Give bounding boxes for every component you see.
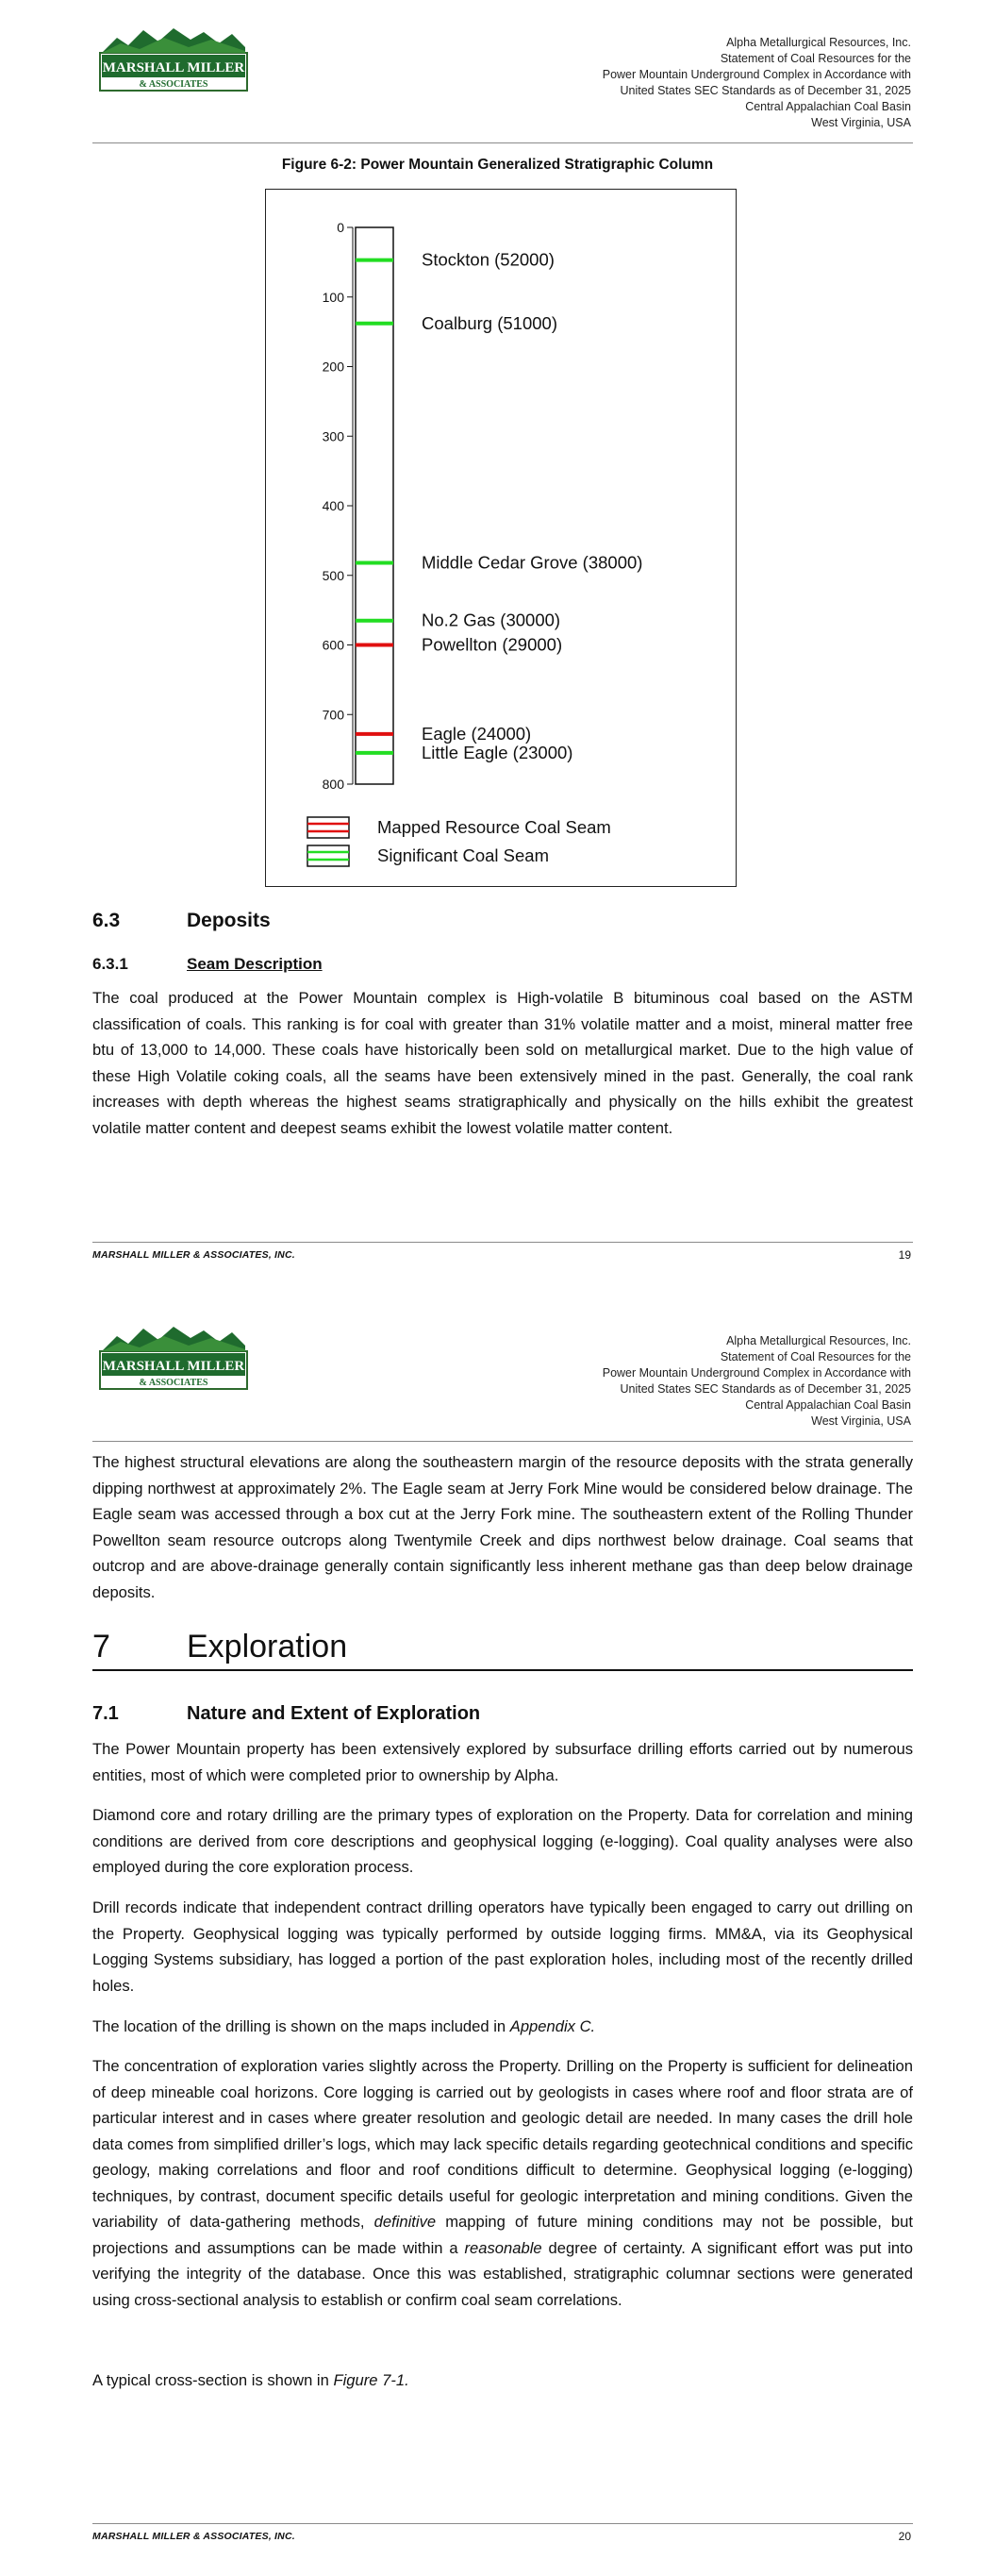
svg-text:MARSHALL MILLER: MARSHALL MILLER: [102, 1359, 245, 1374]
header-line: Statement of Coal Resources for the: [720, 1350, 911, 1363]
chapter-heading-7: [92, 1629, 913, 1671]
section-heading-6-3: [92, 910, 271, 932]
depth-tick-label: 700: [322, 707, 344, 723]
marshall-miller-logo: [98, 25, 249, 92]
seam-description-paragraph: The coal produced at the Power Mountain complex is High-volatile B bituminous coal based on the ASTM classification of coals. This ranking is for coal with greater than 31% volatile matter and a moist, mineral matter free btu of 13,000 to 14,000. These coals have historically been sold on metallurgical market. Due to the high value of these High Volatile coking coals, all the seams have been extensively mined in the past. Generally, the coal rank increases with depth whereas the highest seams stratigraphically and physically on the hills exhibit the greatest volatile matter content and deepest seams exhibit the lowest volatile matter content.: [92, 989, 913, 1137]
subsection-title: Seam Description: [187, 955, 323, 973]
header-line: Central Appalachian Coal Basin: [745, 1398, 911, 1412]
footer-company: MARSHALL MILLER & ASSOCIATES, INC.: [92, 2531, 295, 2542]
appendix-reference: Appendix C.: [509, 2017, 596, 2035]
stratigraphic-column-figure: [265, 189, 737, 887]
header-line: Alpha Metallurgical Resources, Inc.: [726, 36, 911, 49]
paragraph-text: The concentration of exploration varies slightly across the Property. Drilling on the Property is sufficient for delineation of deep mineable coal horizons. Core logging is carried out by geologists in cases where roof and floor strata are of particular interest and in cases where greater resolution and geologic detail are needed. In many cases the drill hole data comes from simplified driller’s logs, which may lack specific details regarding geotechnical conditions and specific geology, making correlations and floor and roof conditions difficult to determine. Geophysical logging (e-logging) techniques, by contrast, document specific details useful for geologic interpretation and mining conditions. Given the variability of data-gathering methods,: [92, 2057, 913, 2231]
exploration-paragraph-2: Diamond core and rotary drilling are the primary types of exploration on the Property. Data for correlation and mining conditions are derived from core descriptions and geophysical logging (e-logging). Coal quality analyses were also employed during the core exploration process.: [92, 1806, 913, 1876]
depth-tick-label: 100: [322, 289, 344, 305]
seam-label: Coalburg (51000): [422, 312, 557, 333]
header-line: Power Mountain Underground Complex in Accordance with: [602, 68, 911, 81]
footer-divider: [92, 2523, 913, 2524]
exploration-paragraph-3: Drill records indicate that independent contract drilling operators have typically been engaged to carry out drilling on the Property. Geophysical logging was typically performed by outside logging firms. MM&A, via its Geophysical Logging Systems subsidiary, has logged a portion of the past exploration holes, including most of the recently drilled holes.: [92, 1899, 913, 1995]
exploration-paragraph-1: The Power Mountain property has been extensively explored by subsurface drilling efforts carried out by numerous entities, most of which were completed prior to ownership by Alpha.: [92, 1740, 913, 1784]
footer-divider: [92, 1242, 913, 1243]
report-header: [421, 35, 911, 131]
depth-tick-label: 400: [322, 498, 344, 513]
chapter-number: 7: [92, 1629, 110, 1664]
structural-elevation-paragraph: The highest structural elevations are along the southeastern margin of the resource deposits with the strata generally dipping northwest at approximately 2%. The Eagle seam at Jerry Fork Mine would be considered below drainage. The Eagle seam was accessed through a box cut at the Jerry Fork mine. The southeastern extent of the Rolling Thunder Powellton seam resource outcrops along Twentymile Creek and dips northwest below drainage. Coal seams that outcrop and are above-drainage generally contain significantly less inherent methane gas than deep below drainage deposits.: [92, 1453, 913, 1601]
page-number: 20: [898, 2530, 911, 2543]
seam-label: Little Eagle (23000): [422, 742, 573, 762]
page-number: 19: [898, 1248, 911, 1262]
header-line: West Virginia, USA: [811, 116, 911, 129]
section-title: Nature and Extent of Exploration: [187, 1703, 481, 1724]
depth-tick-label: 300: [322, 428, 344, 444]
subsection-heading-6-3-1: [92, 955, 323, 974]
header-line: Central Appalachian Coal Basin: [745, 100, 911, 113]
exploration-paragraph-4: [92, 2014, 913, 2040]
subsection-number: 6.3.1: [92, 955, 128, 973]
chapter-title: Exploration: [187, 1629, 348, 1664]
paragraph-text: degree of certainty. A significant effort was put into verifying the integrity of the database. Once this was established, stratigraphic columnar sections were generated using cross-sectional analysis to establish or confirm coal seam correlations.: [92, 2238, 914, 2309]
figure-reference: Figure 7-1.: [333, 2371, 409, 2389]
svg-text:MARSHALL MILLER: MARSHALL MILLER: [102, 60, 245, 75]
legend-swatch: [307, 817, 349, 838]
legend-swatch: [307, 845, 349, 866]
exploration-paragraph-6: [92, 2367, 913, 2394]
depth-tick-label: 800: [322, 777, 344, 792]
legend-label: Significant Coal Seam: [377, 845, 550, 865]
figure-caption: Figure 6-2: Power Mountain Generalized Stratigraphic Column: [281, 157, 714, 173]
svg-text:& ASSOCIATES: & ASSOCIATES: [139, 1378, 208, 1388]
depth-tick-label: 200: [322, 359, 344, 375]
section-number: 6.3: [92, 910, 121, 931]
seam-label: Middle Cedar Grove (38000): [422, 552, 643, 573]
emphasis-text: definitive: [373, 2213, 437, 2231]
seam-label: Powellton (29000): [422, 634, 563, 655]
header-line: West Virginia, USA: [811, 1414, 911, 1428]
depth-tick-label: 500: [322, 567, 344, 583]
paragraph-text: mapping of future mining conditions may not be possible, but projections and assumptions can be made within a: [92, 2213, 914, 2257]
header-line: United States SEC Standards as of December 31, 2025: [620, 1382, 911, 1396]
depth-tick-label: 0: [337, 220, 344, 235]
header-line: Power Mountain Underground Complex in Accordance with: [602, 1366, 911, 1380]
marshall-miller-logo: [98, 1323, 249, 1391]
exploration-paragraph-5: [92, 2053, 913, 2313]
footer-company: MARSHALL MILLER & ASSOCIATES, INC.: [92, 1249, 295, 1261]
emphasis-text: reasonable: [464, 2238, 542, 2257]
seam-label: Stockton (52000): [422, 249, 555, 270]
report-header: [421, 1333, 911, 1430]
svg-text:& ASSOCIATES: & ASSOCIATES: [139, 79, 208, 90]
header-divider: [92, 142, 913, 143]
header-line: Statement of Coal Resources for the: [720, 52, 911, 65]
paragraph-text: The location of the drilling is shown on the maps included in: [92, 2017, 510, 2035]
depth-tick-label: 600: [322, 637, 344, 653]
page-20: [0, 1293, 995, 2576]
seam-label: Eagle (24000): [422, 723, 532, 744]
stratigraphic-column-chart: [266, 190, 738, 888]
paragraph-text: A typical cross-section is shown in: [92, 2371, 334, 2389]
seam-label: No.2 Gas (30000): [422, 610, 561, 630]
section-heading-7-1: [92, 1703, 480, 1725]
header-divider: [92, 1441, 913, 1442]
section-title: Deposits: [187, 910, 271, 931]
header-line: United States SEC Standards as of December 31, 2025: [620, 84, 911, 97]
header-line: Alpha Metallurgical Resources, Inc.: [726, 1334, 911, 1347]
section-number: 7.1: [92, 1703, 119, 1724]
column-body: [356, 227, 393, 784]
legend-label: Mapped Resource Coal Seam: [377, 817, 611, 837]
